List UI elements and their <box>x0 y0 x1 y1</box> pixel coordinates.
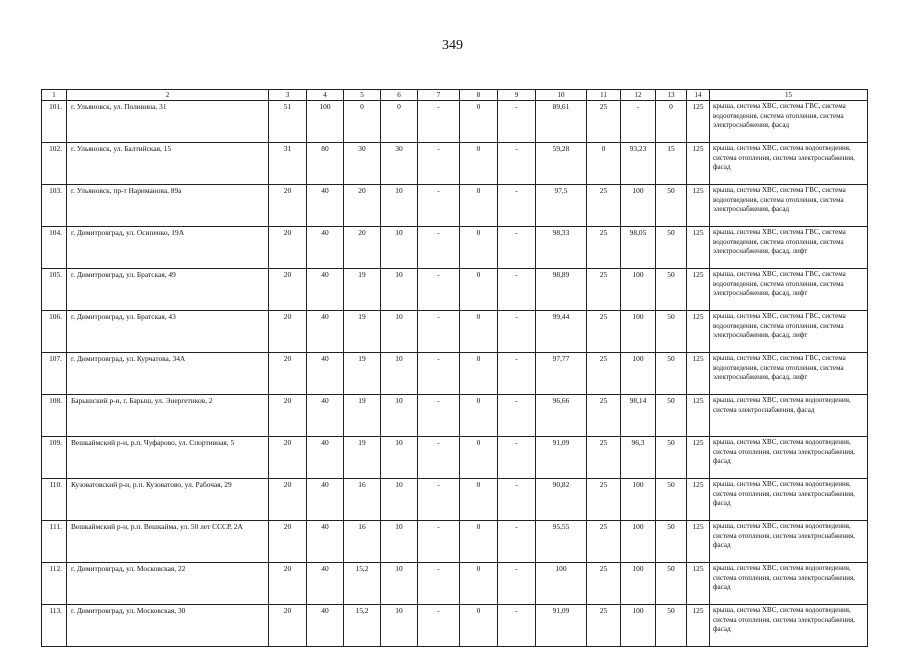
table-cell: - <box>498 563 536 605</box>
table-cell: 125 <box>687 521 710 563</box>
table-cell: 59,28 <box>536 143 587 185</box>
column-header: 15 <box>710 90 868 101</box>
table-row <box>42 269 868 311</box>
table-cell: 50 <box>656 311 687 353</box>
table-cell: 15,2 <box>344 605 381 647</box>
table-cell: 10 <box>381 227 418 269</box>
table-cell: г. Димитровград, ул. Курчатова, 34А <box>67 353 269 395</box>
table-cell: Вешкаймский р-н, р.п. Вешкайма, ул. 50 лет СССР, 2А <box>67 521 269 563</box>
table-cell: - <box>418 479 460 521</box>
table-cell: - <box>418 563 460 605</box>
table-cell: Вешкаймский р-н, р.п. Чуфарово, ул. Спортивная, 5 <box>67 437 269 479</box>
table-cell: 50 <box>656 269 687 311</box>
table-cell: - <box>498 521 536 563</box>
table-cell: 97,77 <box>536 353 587 395</box>
table-cell: 19 <box>344 269 381 311</box>
table-cell: 10 <box>381 353 418 395</box>
table-cell: 10 <box>381 395 418 437</box>
table-row <box>42 353 868 395</box>
table-cell: 0 <box>587 143 621 185</box>
table-cell: крыша, система ХВС, система водоотведения, система отопления, система электроснабжения, фасад <box>710 143 868 185</box>
table-cell: 25 <box>587 353 621 395</box>
table-cell: 0 <box>460 143 498 185</box>
table-cell: 91,09 <box>536 437 587 479</box>
table-cell: 20 <box>344 185 381 227</box>
table-cell: - <box>418 395 460 437</box>
table-cell: 96,66 <box>536 395 587 437</box>
table-cell: - <box>418 521 460 563</box>
table-cell: - <box>498 269 536 311</box>
table-cell: 25 <box>587 395 621 437</box>
table-cell: крыша, система ХВС, система ГВС, система водоотведения, система отопления, система электроснабжения, фасад, лифт <box>710 269 868 311</box>
table-cell: 40 <box>307 353 344 395</box>
table-cell: 101. <box>42 101 67 143</box>
table-cell: 0 <box>460 395 498 437</box>
table-cell: - <box>498 101 536 143</box>
table-row <box>42 227 868 269</box>
table-cell: 25 <box>587 185 621 227</box>
table-cell: 50 <box>656 353 687 395</box>
table-cell: 40 <box>307 479 344 521</box>
table-cell: 0 <box>460 563 498 605</box>
table-cell: - <box>498 143 536 185</box>
table-cell: г. Ульяновск, ул. Балтийская, 15 <box>67 143 269 185</box>
table-cell: 107. <box>42 353 67 395</box>
table-cell: 25 <box>587 227 621 269</box>
column-header: 1 <box>42 90 67 101</box>
table-cell: 111. <box>42 521 67 563</box>
table-cell: 100 <box>621 563 656 605</box>
table-cell: 93,23 <box>621 143 656 185</box>
table-cell: 40 <box>307 521 344 563</box>
table-cell: 100 <box>621 353 656 395</box>
table-cell: 0 <box>460 185 498 227</box>
table-cell: 106. <box>42 311 67 353</box>
table-cell: - <box>418 143 460 185</box>
table-cell: 102. <box>42 143 67 185</box>
table-cell: 125 <box>687 269 710 311</box>
table-cell: г. Димитровград, ул. Московская, 22 <box>67 563 269 605</box>
table-cell: 50 <box>656 605 687 647</box>
table-cell: 25 <box>587 605 621 647</box>
table-cell: 16 <box>344 521 381 563</box>
column-header: 5 <box>344 90 381 101</box>
table-cell: Кузоватовский р-н, р.п. Кузоватово, ул. Рабочая, 29 <box>67 479 269 521</box>
table-cell: 20 <box>269 269 307 311</box>
table-cell: 100 <box>621 479 656 521</box>
table-body <box>42 101 868 647</box>
table-cell: крыша, система ХВС, система ГВС, система водоотведения, система отопления, система электроснабжения, фасад, лифт <box>710 311 868 353</box>
table-row <box>42 437 868 479</box>
table-cell: 0 <box>460 311 498 353</box>
table-cell: 125 <box>687 479 710 521</box>
table-cell: - <box>498 605 536 647</box>
table-cell: - <box>418 437 460 479</box>
column-header: 12 <box>621 90 656 101</box>
table-cell: 20 <box>269 311 307 353</box>
table-cell: 20 <box>269 563 307 605</box>
table-cell: 20 <box>344 227 381 269</box>
table-cell: 112. <box>42 563 67 605</box>
table-cell: 25 <box>587 437 621 479</box>
table-cell: 103. <box>42 185 67 227</box>
table-cell: 40 <box>307 395 344 437</box>
table-cell: 40 <box>307 227 344 269</box>
table-cell: 98,14 <box>621 395 656 437</box>
table-cell: 10 <box>381 437 418 479</box>
table-cell: - <box>498 395 536 437</box>
table-cell: 30 <box>344 143 381 185</box>
table-cell: 125 <box>687 101 710 143</box>
table-cell: 10 <box>381 185 418 227</box>
table-cell: 40 <box>307 269 344 311</box>
table-cell: - <box>498 227 536 269</box>
table-cell: 20 <box>269 353 307 395</box>
table-cell: 10 <box>381 563 418 605</box>
table-cell: - <box>498 353 536 395</box>
table-cell: - <box>498 185 536 227</box>
table-cell: 91,09 <box>536 605 587 647</box>
table-row <box>42 479 868 521</box>
table-cell: 20 <box>269 395 307 437</box>
table-cell: 15 <box>656 143 687 185</box>
table-cell: 0 <box>460 101 498 143</box>
registry-table <box>41 89 868 647</box>
column-header: 14 <box>687 90 710 101</box>
table-cell: 10 <box>381 605 418 647</box>
table-cell: 100 <box>621 269 656 311</box>
table-cell: Барышский р-н, г. Барыш, ул. Энергетиков, 2 <box>67 395 269 437</box>
table-cell: 0 <box>381 101 418 143</box>
table-cell: - <box>498 311 536 353</box>
table-cell: 98,05 <box>621 227 656 269</box>
table-cell: г. Димитровград, ул. Осипенко, 19А <box>67 227 269 269</box>
table-cell: 15,2 <box>344 563 381 605</box>
table-cell: 50 <box>656 227 687 269</box>
table-cell: 25 <box>587 311 621 353</box>
table-cell: 40 <box>307 437 344 479</box>
header-row <box>42 90 868 101</box>
table-cell: 31 <box>269 143 307 185</box>
table-cell: 10 <box>381 521 418 563</box>
page-number: 349 <box>442 38 463 53</box>
table-cell: 100 <box>621 311 656 353</box>
column-header: 8 <box>460 90 498 101</box>
column-header: 9 <box>498 90 536 101</box>
table-cell: 25 <box>587 269 621 311</box>
column-header: 13 <box>656 90 687 101</box>
column-header: 2 <box>67 90 269 101</box>
table-row <box>42 101 868 143</box>
column-header: 6 <box>381 90 418 101</box>
table-cell: 98,33 <box>536 227 587 269</box>
table-cell: - <box>418 227 460 269</box>
table-cell: 100 <box>621 605 656 647</box>
table-cell: 0 <box>656 101 687 143</box>
table-cell: 0 <box>460 269 498 311</box>
table-cell: 90,82 <box>536 479 587 521</box>
table-cell: 96,3 <box>621 437 656 479</box>
table-cell: 80 <box>307 143 344 185</box>
table-cell: крыша, система ХВС, система ГВС, система водоотведения, система отопления, система электроснабжения, фасад, лифт <box>710 227 868 269</box>
table-cell: 19 <box>344 311 381 353</box>
table-cell: г. Димитровград, ул. Братская, 43 <box>67 311 269 353</box>
table-cell: г. Димитровград, ул. Братская, 49 <box>67 269 269 311</box>
table-cell: 125 <box>687 311 710 353</box>
column-header: 11 <box>587 90 621 101</box>
table-row <box>42 521 868 563</box>
table-cell: 50 <box>656 521 687 563</box>
table-cell: 97,5 <box>536 185 587 227</box>
table-cell: 89,61 <box>536 101 587 143</box>
table-row <box>42 143 868 185</box>
table-cell: 109. <box>42 437 67 479</box>
table-cell: 113. <box>42 605 67 647</box>
table-cell: 0 <box>460 479 498 521</box>
table-cell: 40 <box>307 311 344 353</box>
table-cell: 40 <box>307 185 344 227</box>
table-cell: 95,55 <box>536 521 587 563</box>
table-row <box>42 563 868 605</box>
table-cell: крыша, система ХВС, система водоотведения, система электроснабжения, фасад <box>710 395 868 437</box>
table-cell: 0 <box>460 227 498 269</box>
table-cell: 25 <box>587 521 621 563</box>
column-header: 3 <box>269 90 307 101</box>
table-cell: 19 <box>344 353 381 395</box>
table-cell: 19 <box>344 437 381 479</box>
table-cell: 10 <box>381 479 418 521</box>
table-cell: 125 <box>687 185 710 227</box>
table-row <box>42 311 868 353</box>
column-header: 4 <box>307 90 344 101</box>
table-cell: - <box>498 479 536 521</box>
table-cell: 10 <box>381 269 418 311</box>
table-cell: крыша, система ХВС, система ГВС, система водоотведения, система отопления, система электроснабжения, фасад <box>710 185 868 227</box>
table-cell: 25 <box>587 101 621 143</box>
table-cell: 50 <box>656 563 687 605</box>
table-cell: 98,89 <box>536 269 587 311</box>
table-row <box>42 185 868 227</box>
table-cell: крыша, система ХВС, система ГВС, система водоотведения, система отопления, система электроснабжения, фасад <box>710 101 868 143</box>
table-cell: 0 <box>460 605 498 647</box>
column-header: 7 <box>418 90 460 101</box>
table-cell: 125 <box>687 227 710 269</box>
table-cell: 100 <box>621 185 656 227</box>
table-cell: - <box>418 101 460 143</box>
table-cell: - <box>498 437 536 479</box>
table-cell: 99,44 <box>536 311 587 353</box>
table-cell: 30 <box>381 143 418 185</box>
table-cell: - <box>621 101 656 143</box>
table-cell: г. Ульяновск, ул. Поливина, 31 <box>67 101 269 143</box>
table-cell: 108. <box>42 395 67 437</box>
table-cell: 20 <box>269 521 307 563</box>
table-cell: - <box>418 311 460 353</box>
table-cell: 110. <box>42 479 67 521</box>
table-cell: 125 <box>687 353 710 395</box>
table-cell: 16 <box>344 479 381 521</box>
table-cell: г. Димитровград, ул. Московская, 30 <box>67 605 269 647</box>
table-cell: 125 <box>687 563 710 605</box>
table-cell: 20 <box>269 437 307 479</box>
table-cell: крыша, система ХВС, система водоотведения, система отопления, система электроснабжения, фасад <box>710 437 868 479</box>
table-cell: - <box>418 605 460 647</box>
table-cell: 25 <box>587 563 621 605</box>
table-cell: 104. <box>42 227 67 269</box>
table-cell: 40 <box>307 605 344 647</box>
table-cell: 19 <box>344 395 381 437</box>
table-cell: 20 <box>269 479 307 521</box>
column-header: 10 <box>536 90 587 101</box>
table-cell: 125 <box>687 605 710 647</box>
table-cell: - <box>418 185 460 227</box>
table-cell: крыша, система ХВС, система ГВС, система водоотведения, система отопления, система электроснабжения, фасад, лифт <box>710 353 868 395</box>
table-cell: 20 <box>269 185 307 227</box>
table-cell: крыша, система ХВС, система водоотведения, система отопления, система электроснабжения, фасад <box>710 563 868 605</box>
table-cell: 0 <box>344 101 381 143</box>
table-cell: 100 <box>307 101 344 143</box>
table-cell: 20 <box>269 227 307 269</box>
table-row <box>42 395 868 437</box>
table-cell: 50 <box>656 437 687 479</box>
table-cell: 125 <box>687 395 710 437</box>
table-cell: 0 <box>460 521 498 563</box>
table-cell: 0 <box>460 437 498 479</box>
table-cell: 10 <box>381 311 418 353</box>
table-cell: 50 <box>656 479 687 521</box>
table-cell: 25 <box>587 479 621 521</box>
table-row <box>42 605 868 647</box>
table-cell: 50 <box>656 395 687 437</box>
table-cell: крыша, система ХВС, система водоотведения, система отопления, система электроснабжения, фасад <box>710 521 868 563</box>
table-cell: 51 <box>269 101 307 143</box>
table-cell: 125 <box>687 437 710 479</box>
table-cell: 100 <box>536 563 587 605</box>
table-cell: крыша, система ХВС, система водоотведения, система отопления, система электроснабжения, фасад <box>710 605 868 647</box>
table-cell: 20 <box>269 605 307 647</box>
table-cell: - <box>418 269 460 311</box>
table-cell: 105. <box>42 269 67 311</box>
table-cell: 0 <box>460 353 498 395</box>
table-cell: г. Ульяновск, пр-т Нариманова, 89а <box>67 185 269 227</box>
table-cell: - <box>418 353 460 395</box>
table-cell: крыша, система ХВС, система водоотведения, система отопления, система электроснабжения, фасад <box>710 479 868 521</box>
table-cell: 125 <box>687 143 710 185</box>
table-cell: 100 <box>621 521 656 563</box>
table-cell: 40 <box>307 563 344 605</box>
table-cell: 50 <box>656 185 687 227</box>
